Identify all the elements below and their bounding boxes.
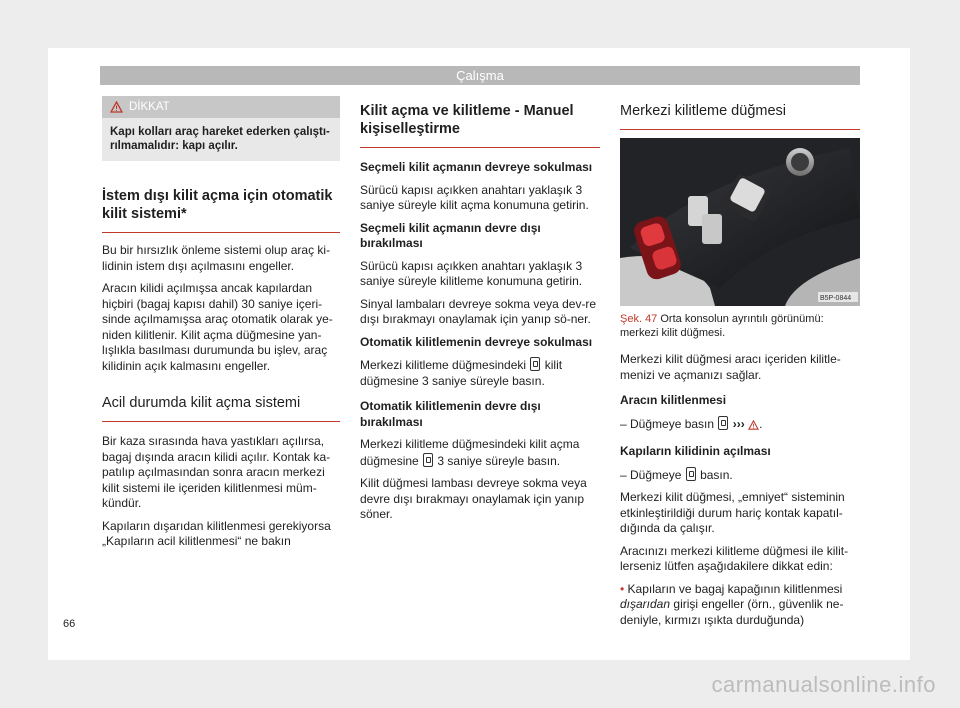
subheading: Seçmeli kilit açmanın devre dışı bırakılması: [360, 220, 541, 250]
page-number: 66: [63, 618, 76, 630]
paragraph: Merkezi kilitleme düğmesindeki kilit açma düğmesine 3 saniye süreyle basın.: [360, 437, 580, 468]
unlock-button-icon: [423, 453, 433, 467]
column-left: [102, 96, 340, 557]
paragraph: Merkezi kilit düğmesi, „emniyet“ sisteminin etkinleştirildiği durum hariç kontak kapatıl-dığında da çalışır.: [620, 490, 845, 535]
section-header: Çalışma: [100, 66, 860, 85]
figure-caption: Şek. 47 Orta konsolun ayrıntılı görünümü: merkezi kilit düğmesi.: [620, 313, 824, 339]
section-title-central-locking: Merkezi kilitleme düğmesi: [620, 102, 860, 130]
subheading: Aracın kilitlenmesi: [620, 393, 727, 407]
paragraph: Kapıların dışarıdan kilitlenmesi gerekiyorsa „Kapıların acil kilitlenmesi“ ne bakın: [102, 518, 331, 548]
paragraph: Kilit düğmesi lambası devreye sokma veya devre dışı bırakmayı onaylamak için yanıp söner.: [360, 476, 587, 521]
warning-label: DİKKAT: [129, 101, 170, 113]
paragraph: Aracınızı merkezi kilitleme düğmesi ile kilit-lerseniz lütfen aşağıdakilere dikkat edin:: [620, 543, 849, 573]
subheading: Otomatik kilitlemenin devreye sokulması: [360, 334, 593, 349]
lock-button-icon: [718, 416, 728, 430]
subheading: Seçmeli kilit açmanın devreye sokulması: [360, 160, 593, 174]
section-title-auto-lock: İstem dışı kilit açma için otomatik kilit sistemi*: [102, 187, 340, 233]
paragraph: Bu bir hırsızlık önleme sistemi olup araç ki-lidinin istem dışı açılmasını engeller.: [102, 243, 331, 273]
paragraph: Sürücü kapısı açıkken anahtarı yaklaşık 3 saniye süreyle kilitleme konumuna getirin.: [360, 258, 583, 288]
warning-header: [102, 96, 340, 118]
watermark: carmanualsonline.info: [711, 672, 936, 697]
paragraph: Bir kaza sırasında hava yastıkları açılırsa, bagaj dışında aracın kilidi açılır. Kontak ka-patılıp açılmasından sonra aracın merkezi kilit sistemi ile içeriden kilitlenmesi müm-kündür.: [102, 434, 331, 510]
figure-reference: Şek. 47: [620, 313, 658, 325]
warning-box: [102, 96, 340, 161]
instruction-step: – Düğmeye basın ››› .: [620, 416, 860, 435]
column-right: [620, 96, 860, 635]
subheading: Kapıların kilidinin açılması: [620, 444, 771, 458]
paragraph: Sürücü kapısı açıkken anahtarı yaklaşık 3 saniye süreyle kilit açma konumuna getirin.: [360, 182, 589, 212]
lock-button-icon: [530, 357, 540, 371]
section-title-emergency-unlock: Acil durumda kilit açma sistemi: [102, 394, 340, 422]
unlock-button-icon: [686, 467, 696, 481]
paragraph: Aracın kilidi açılmışsa ancak kapılardan hiçbiri (bagaj kapısı dahil) 30 saniye içeri-sinde açılmamışsa araç otomatik olarak ye-niden kilitlenir. Kilit açma düğmesine yan-lışlıkla basılması durumunda bu işlev, araç kilidinin açık kalmasını engeller.: [102, 281, 333, 373]
figure-code: B5P-0844: [820, 295, 852, 302]
warning-triangle-icon: [110, 101, 123, 113]
warning-triangle-icon: [748, 419, 759, 435]
paragraph: Merkezi kilitleme düğmesindeki kilit düğmesine 3 saniye süreyle basın.: [360, 358, 563, 388]
paragraph: Merkezi kilit düğmesi aracı içeriden kilitle-menizi ve açmanızı sağlar.: [620, 352, 841, 382]
center-console-photo: [620, 138, 860, 306]
paragraph: Sinyal lambaları devreye sokma veya dev-re dışı bırakmayı onaylamak için yanıp sö-ner.: [360, 296, 597, 326]
column-middle: [360, 96, 600, 530]
bullet-icon: •: [620, 581, 625, 596]
bullet-item: • Kapıların ve bagaj kapağının kilitlenmesi dışarıdan girişi engeller (örn., güvenlik ne-deniyle, kırmızı ışıkta durduğunda): [620, 581, 844, 627]
figure-center-console: [620, 138, 860, 306]
warning-text: Kapı kolları araç hareket ederken çalıştı-rılmamalıdır: kapı açılır.: [110, 126, 330, 152]
instruction-step: – Düğmeye basın.: [620, 467, 733, 482]
subheading: Otomatik kilitlemenin devre dışı bırakılması: [360, 399, 541, 429]
section-title-manual-personalization: Kilit açma ve kilitleme - Manuel kişiselleştirme: [360, 102, 600, 148]
